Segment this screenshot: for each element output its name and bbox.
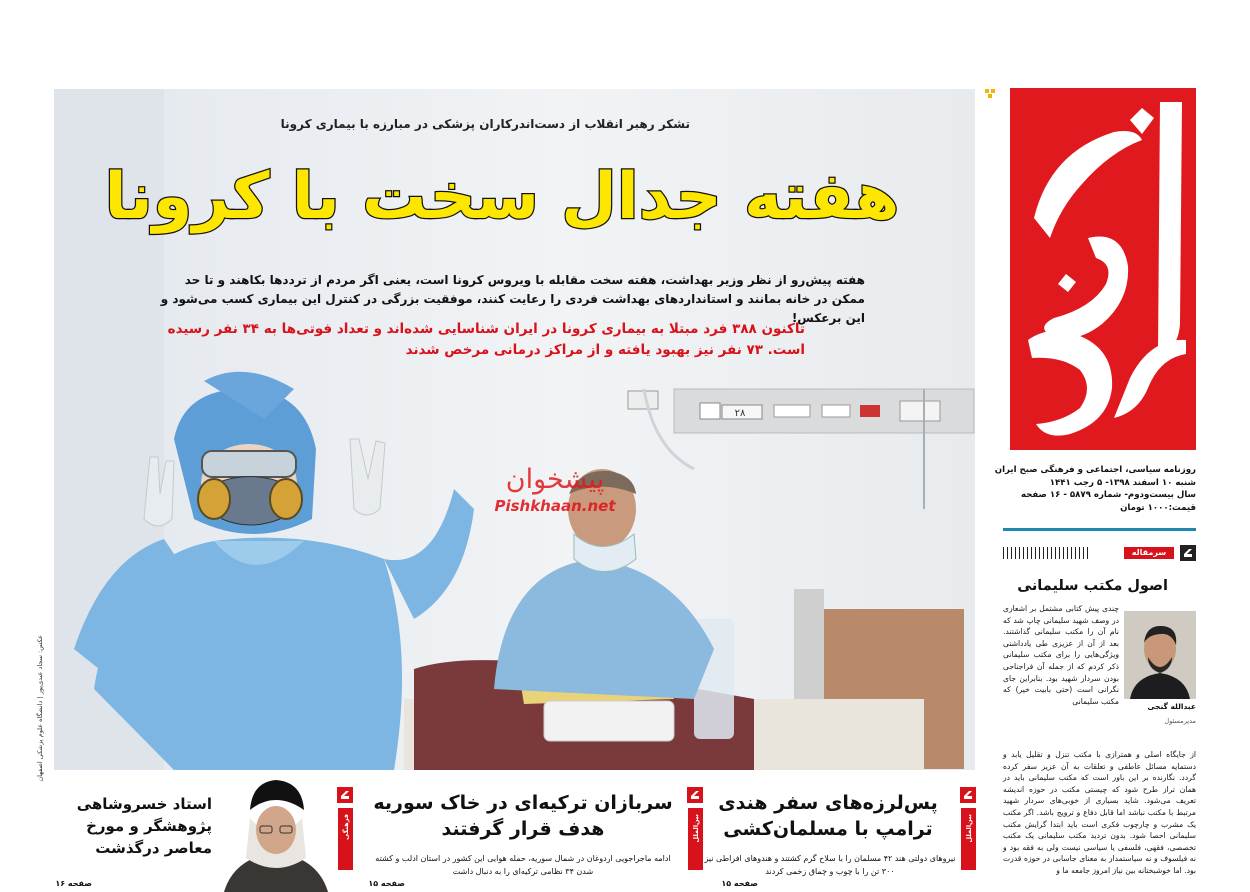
watermark [485, 463, 625, 535]
author-photo [1124, 611, 1196, 699]
story-title[interactable]: استاد خسروشاهی پژوهشگر و مورخ معاصر درگذشت [76, 795, 212, 857]
barcode-divider [1003, 547, 1089, 559]
watermark-fa: پیشخوان [505, 464, 605, 495]
editorial-body: از جایگاه اصلی و همترازی با مکتب تنزل و تقلیل یابد و دستمایه مسائل عاطفی و تعلقات به آن عزیز سفر کرده گردد. نگارنده بر این باور است که مکتب سلیمانی باید در همان تراز طرح شود که چیستی مکتب در حوزه اندیشه تعریف می‌شود. شاید بسیاری از خوبی‌های سردار شهید مرتبط با مکتب نباشد اما قابل دفاع و ترویج باشد. اگر مکتب یک مشرب و چارچوب فکری است باید ابتدا گرایش مکتب سلیمانی احصا شود. بدون تردید مکتب سلیمانی یک مکتب تخصصی، فقهی، فلسفی یا سیاسی نیست ولی به فقه بود و نه فیلسوف و نه سیاستمدار به معنای جاسابی در حوزه قدرت بود. اما خوشبختانه بین نیاز امروز جامعه ما و [1003, 750, 1196, 875]
story-page-ref[interactable]: صفحه ۱۵ [368, 879, 405, 888]
author-role: مدیرمسئول [1164, 717, 1196, 725]
story-photo [220, 778, 332, 892]
javan-logo-icon [1010, 88, 1196, 450]
story-arrow-icon [687, 787, 703, 803]
bed-number: ۲۸ [734, 408, 746, 419]
photo-credit: عکس: سجاد عبدی‌پور | دانشگاه علوم پزشکی اصفهان [36, 635, 44, 782]
story-body: نیروهای دولتی هند ۴۲ مسلمان را با سلاح گرم کشتند و هندوهای افراطی نیز ۳۰۰ تن را با چوب و چماق زخمی کردند [704, 854, 956, 876]
arrow-corner-icon [1180, 545, 1196, 561]
main-lede: هفته پیش‌رو از نظر وزیر بهداشت، هفته سخت مقابله با ویروس کرونا است، یعنی اگر مردم از ترددها بکاهند و تا حد ممکن در خانه بمانند و استانداردهای بهداشت فردی را رعایت کنند، موفقیت بزرگی در کنترل این بیماری کسب می‌شود و این برعکس! [160, 273, 865, 325]
story-body: ادامه ماجراجویی اردوغان در شمال سوریه، حمله هوایی این کشور در استان ادلب و کشته شدن ۳۴ نظامی ترکیه‌ای را به دنبال داشت [375, 854, 671, 876]
info-line-2: شنبه ۱۰ اسفند ۱۳۹۸- ۵ رجب ۱۴۴۱ [1049, 477, 1196, 488]
main-headline[interactable]: هفته جدال سخت با کرونا [104, 160, 900, 234]
story-title[interactable]: پس‌لرزه‌های سفر هندی ترامپ با مسلمان‌کشی [718, 792, 938, 840]
story-section-tag: بین‌الملل [961, 808, 976, 870]
story-title[interactable]: سربازان ترکیه‌ای در خاک سوریه هدف قرار گرفتند [373, 792, 673, 840]
masthead-logo-block[interactable] [1010, 88, 1196, 450]
main-red-lede: تاکنون ۳۸۸ فرد مبتلا به بیماری کرونا در ایران شناسایی شده‌اند و تعداد فوتی‌ها به ۳۴ نفر رسیده است. ۷۳ نفر نیز بهبود یافته و از مراکز درمانی مرخص شدند [167, 321, 805, 358]
main-kicker: تشکر رهبر انقلاب از دست‌اندرکاران پزشکی در مبارزه با بیماری کرونا [280, 117, 690, 131]
masthead-dots-icon [985, 88, 999, 102]
story-arrow-icon [960, 787, 976, 803]
info-line-3: سال بیست‌ودوم- شماره ۵۸۷۹ - ۱۶ صفحه [1020, 490, 1196, 501]
editorial-body-top: چندی پیش کتابی مشتمل بر اشعاری در وصف شهید سلیمانی چاپ شد که نام آن را مکتب سلیمانی گذاشتند. بعد از آن از عزیزی طی یادداشتی ویژگی‌هایی را برای مکتب سلیمانی ذکر کردم که از جمله آن فراجناحی بودن سردار شهید بود. بنابراین جای نگرانی است (حتی بابیت خیر) که مکتب سلیمانی [1003, 604, 1119, 706]
author-name: عبدالله گنجی [1147, 702, 1196, 711]
editorial-header [1003, 545, 1196, 561]
story-page-ref[interactable]: صفحه ۱۶ [55, 879, 92, 888]
watermark-en: Pishkhaan.net [494, 497, 616, 515]
story-page-ref[interactable]: صفحه ۱۵ [721, 879, 758, 888]
info-line-4: قیمت:۱۰۰۰ تومان [1120, 502, 1196, 513]
story-arrow-icon [337, 787, 353, 803]
info-line-1: روزنامه سیاسی، اجتماعی و فرهنگی صبح ایران [994, 465, 1196, 475]
masthead-info [994, 464, 1196, 514]
story-section-tag: فرهنگی [338, 808, 353, 870]
info-divider [1003, 528, 1196, 531]
story-section-tag: بین‌الملل [688, 808, 703, 870]
editorial-tag: سرمقاله [1124, 547, 1174, 559]
editorial-title[interactable]: اصول مکتب سلیمانی [1017, 578, 1168, 594]
